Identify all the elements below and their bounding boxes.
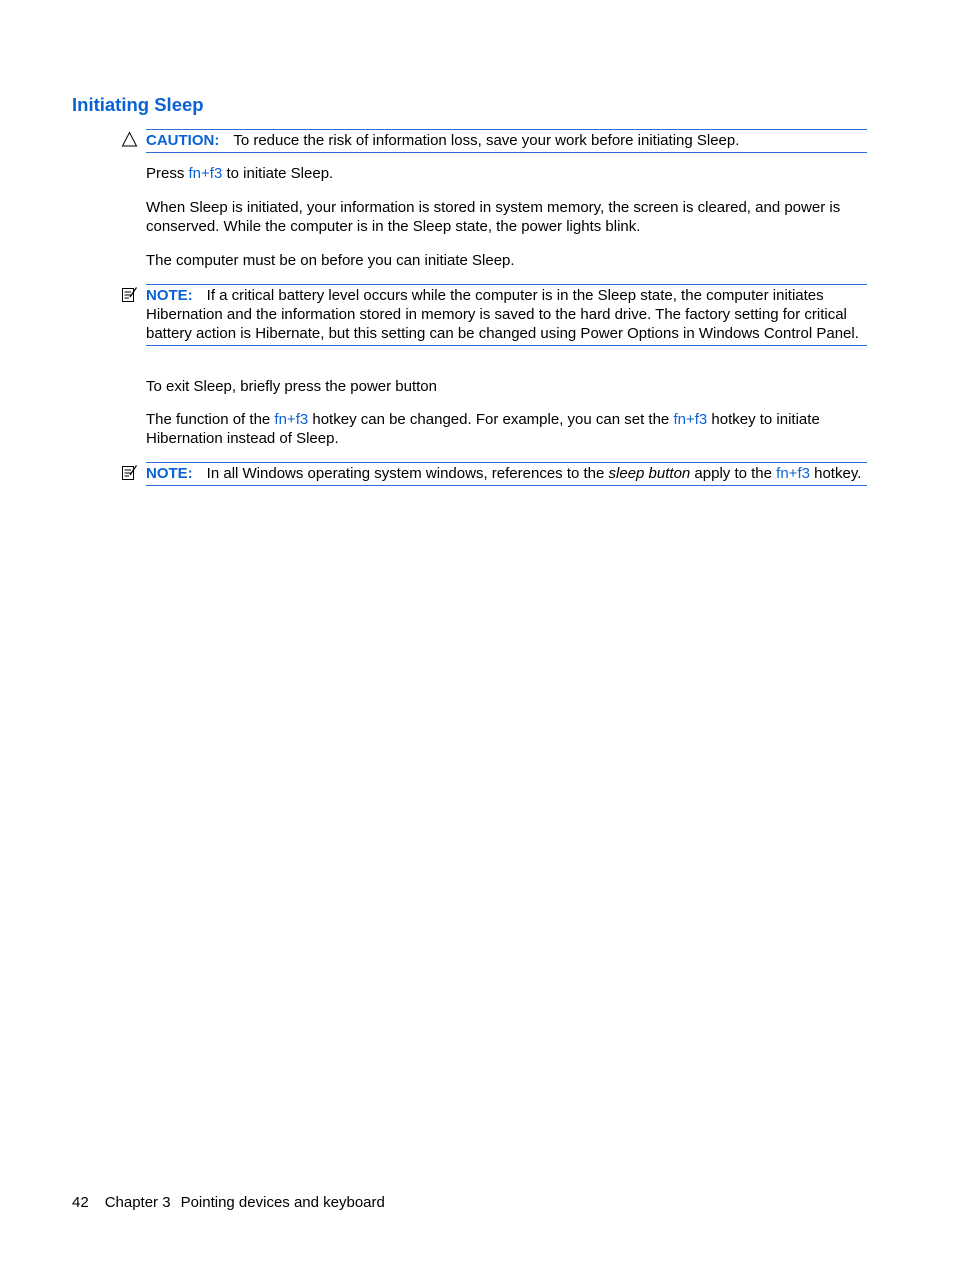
paragraph-text: to initiate Sleep. [222,165,334,182]
note-pad-icon [121,286,138,303]
caution-label: CAUTION: [146,132,220,149]
note-italic-text: sleep button [608,465,691,482]
note-pad-icon [121,464,138,481]
note-text: In all Windows operating system windows, references to the [206,465,609,482]
note-box [146,462,867,486]
paragraph-hotkey-function [146,410,867,448]
footer-chapter: Chapter 3 [104,1194,171,1211]
page-number: 42 [72,1194,89,1211]
page-footer [72,1193,385,1212]
note-text: If a critical battery level occurs while the computer is in the Sleep state, the computer initiates Hibernation and the information stored in memory is saved to the hard drive. The factory setting for critical battery action is Hibernate, but this setting can be changed using Power Options in Windows Control Panel. [146,287,859,342]
hotkey-link[interactable]: fn+f3 [776,465,810,482]
note-label: NOTE: [146,287,193,304]
hotkey-link[interactable]: fn+f3 [673,411,708,428]
section-heading: Initiating Sleep [72,94,204,115]
paragraph-text: Press [146,165,189,182]
paragraph-text: hotkey to initiate Hibernation instead of Sleep. [146,411,820,447]
hotkey-link[interactable]: fn+f3 [274,411,309,428]
paragraph-text: hotkey can be changed. For example, you can set the [308,411,674,428]
note-label: NOTE: [146,465,193,482]
paragraph-text: The function of the [146,411,275,428]
paragraph-exit-sleep: To exit Sleep, briefly press the power button [146,378,437,395]
paragraph-sleep-initiated: When Sleep is initiated, your information is stored in system memory, the screen is cleared, and power is conserved. While the computer is in the Sleep state, the power lights blink. [146,199,841,235]
footer-chapter-title: Pointing devices and keyboard [180,1194,385,1211]
note-text: hotkey. [809,465,862,482]
note-box [146,284,867,346]
paragraph-press [146,164,867,183]
caution-text: To reduce the risk of information loss, save your work before initiating Sleep. [233,132,740,149]
paragraph-computer-on: The computer must be on before you can initiate Sleep. [146,252,515,269]
hotkey-link[interactable]: fn+f3 [188,165,223,182]
note-text: apply to the [690,465,777,482]
caution-box [146,129,867,153]
warning-triangle-icon [121,131,138,148]
